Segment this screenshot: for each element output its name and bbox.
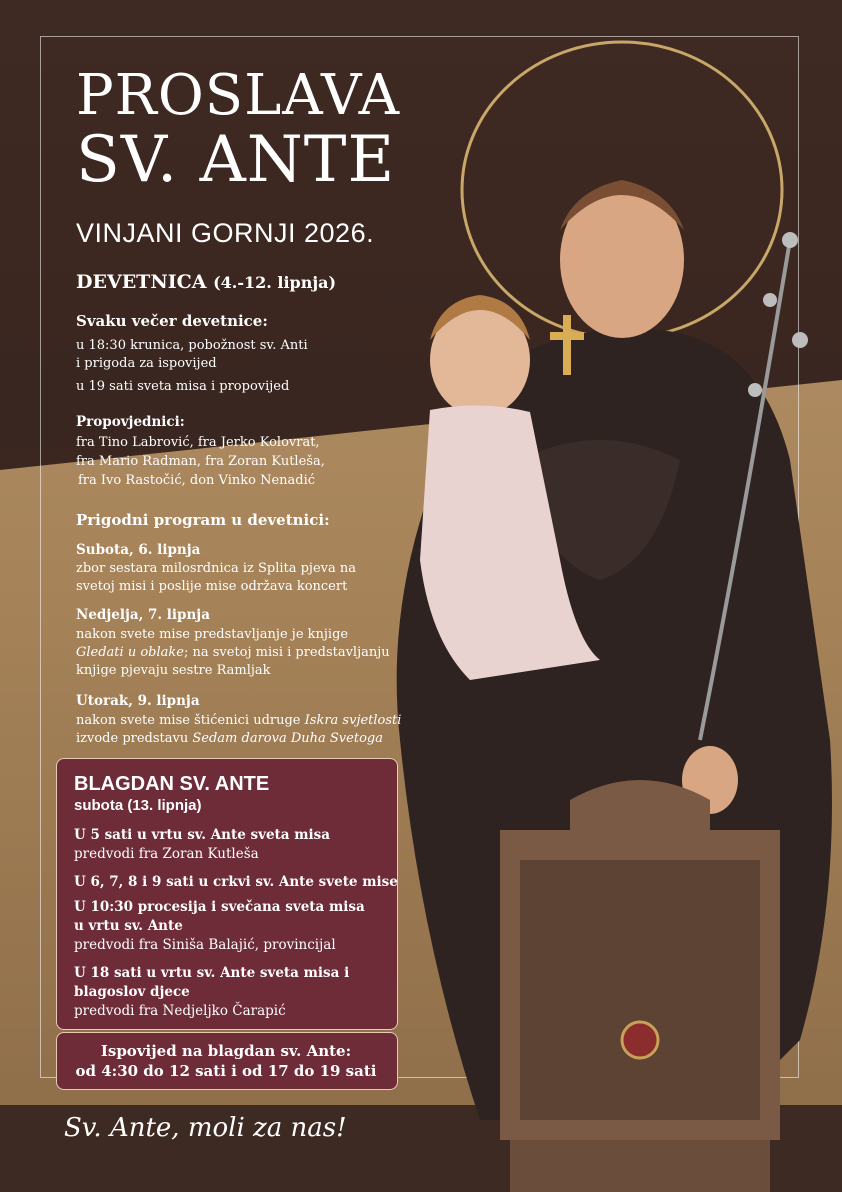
day3-line-2: izvode predstavu Sedam darova Duha Svetoga (76, 731, 383, 746)
day3-line-1: nakon svete mise štićenici udruge Iskra svjetlosti (76, 713, 402, 728)
svaku-title: Svaku večer devetnice: (76, 312, 268, 330)
program-title: Prigodni program u devetnici: (76, 511, 330, 529)
day2-line-1: nakon svete mise predstavljanje je knjige (76, 627, 349, 642)
devetnica-heading: DEVETNICA (4.-12. lipnja) (76, 271, 337, 293)
event1-line-2: predvodi fra Zoran Kutleša (74, 846, 259, 862)
day2-title: Nedjelja, 7. lipnja (76, 607, 210, 623)
day2-line-3: knjige pjevaju sestre Ramljak (76, 663, 271, 678)
propovjednici-line-1: fra Tino Labrović, fra Jerko Kolovrat, (76, 435, 320, 450)
event3-line-1: U 10:30 procesija i svečana sveta misa (74, 899, 365, 915)
event4-line-2: blagoslov djece (74, 984, 190, 1000)
blagdan-subtitle: subota (13. lipnja) (74, 797, 202, 814)
svaku-line-2: i prigoda za ispovijed (76, 356, 217, 371)
day1-line-1: zbor sestara milosrdnica iz Splita pjeva na (76, 561, 357, 576)
ispovijed-line-1: Ispovijed na blagdan sv. Ante: (100, 1042, 352, 1060)
day3-title: Utorak, 9. lipnja (76, 693, 200, 709)
propovjednici-title: Propovjednici: (76, 414, 185, 430)
event3-line-3: predvodi fra Siniša Balajić, provincijal (74, 937, 336, 953)
saint-anthony-statue-image (360, 40, 842, 1192)
blagdan-title: BLAGDAN SV. ANTE (74, 773, 270, 795)
svaku-line-3: u 19 sati sveta misa i propovijed (76, 379, 290, 394)
event1-line-1: U 5 sati u vrtu sv. Ante sveta misa (74, 827, 330, 843)
propovjednici-line-2: fra Mario Radman, fra Zoran Kutleša, (76, 454, 325, 469)
title-line-2: SV. ANTE (76, 123, 396, 197)
event4-line-1: U 18 sati u vrtu sv. Ante sveta misa i (74, 965, 350, 981)
event4-line-3: predvodi fra Nedjeljko Čarapić (74, 1003, 286, 1019)
day1-title: Subota, 6. lipnja (76, 542, 201, 558)
motto: Sv. Ante, moli za nas! (64, 1113, 347, 1143)
svaku-line-1: u 18:30 krunica, pobožnost sv. Anti (76, 338, 308, 353)
day1-line-2: svetoj misi i poslije mise održava koncert (76, 579, 348, 594)
title-line-1: PROSLAVA (76, 63, 401, 128)
ispovijed-line-2: od 4:30 do 12 sati i od 17 do 19 sati (75, 1062, 377, 1080)
propovjednici-line-3: fra Ivo Rastočić, don Vinko Nenadić (78, 473, 316, 488)
event3-line-2: u vrtu sv. Ante (74, 918, 183, 934)
subtitle: VINJANI GORNJI 2026. (76, 218, 375, 248)
event2-line-1: U 6, 7, 8 i 9 sati u crkvi sv. Ante svete mise (74, 874, 398, 890)
day2-line-2: Gledati u oblake; na svetoj misi i predstavljanju (76, 645, 390, 660)
